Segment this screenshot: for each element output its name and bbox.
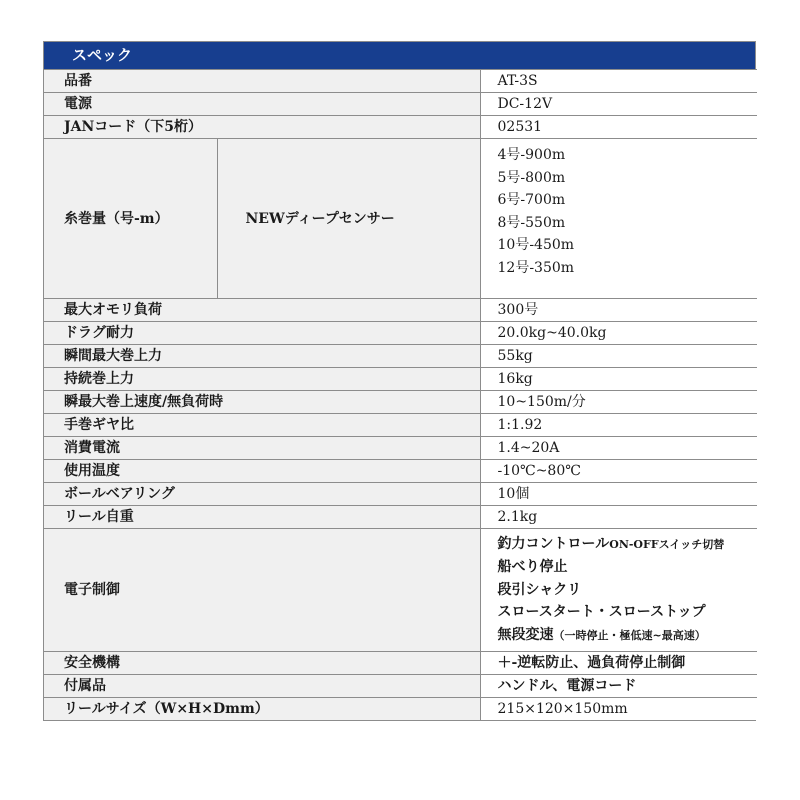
spec-row-max-weight [44,299,757,322]
spec-row-accessories [44,675,757,698]
row-label: 電源 [44,93,480,116]
spec-row-model [44,70,757,93]
row-value: DC-12V [480,93,757,116]
row-value: 02531 [480,116,757,139]
row-label: 持続巻上力 [44,368,480,391]
spec-row-drag [44,322,757,345]
row-label: 安全機構 [44,652,480,675]
row-value: AT-3S [480,70,757,93]
control-item: 無段変速（一時停止・極低速~最高速） [497,626,706,643]
row-value: ＋-逆転防止、過負荷停止制御 [480,652,757,675]
row-label: 使用温度 [44,460,480,483]
capacity-item: 5号-800m [497,169,566,186]
spec-table-container [43,41,756,721]
row-label: 品番 [44,70,480,93]
capacity-item: 10号-450m [497,237,575,253]
row-label: 瞬最大巻上速度/無負荷時 [44,391,480,414]
spec-row-weight [44,506,757,529]
row-label: JANコード（下5桁） [44,116,480,139]
row-label: 電子制御 [44,529,480,652]
spec-table [44,69,757,720]
row-value: ハンドル、電源コード [480,675,757,698]
control-item: 釣力コントロールON-OFFスイッチ切替 [497,535,725,552]
control-item: スロースタート・スローストップ [497,604,706,621]
row-value: 1.4~20A [480,437,757,460]
row-value: 2.1kg [480,506,757,529]
capacity-item: 12号-350m [497,259,575,276]
row-value: 16kg [480,368,757,391]
row-label: 消費電流 [44,437,480,460]
row-label: 付属品 [44,675,480,698]
spec-row-bearings [44,483,757,506]
row-sublabel: NEWディープセンサー [217,139,480,299]
row-label: リールサイズ（W×H×Dmm） [44,698,480,721]
row-value-list [480,139,757,299]
spec-row-jan [44,116,757,139]
spec-header [44,42,755,69]
row-label: ボールベアリング [44,483,480,506]
row-value: 300号 [480,299,757,322]
row-value: 10~150m/分 [480,391,757,414]
capacity-item: 6号-700m [497,192,566,208]
spec-row-gear-ratio [44,414,757,437]
row-label: ドラグ耐力 [44,322,480,345]
control-item: 船べり停止 [497,559,568,576]
spec-row-sustained-pull [44,368,757,391]
spec-row-power [44,93,757,116]
row-value: -10℃~80℃ [480,460,757,483]
spec-row-size [44,698,757,721]
capacity-item: 4号-900m [497,147,566,163]
spec-row-electronic-control [44,529,757,652]
spec-row-peak-pull [44,345,757,368]
row-value: 215×120×150mm [480,698,757,721]
capacity-item: 8号-550m [497,214,566,231]
row-label: 瞬間最大巻上力 [44,345,480,368]
row-value: 10個 [480,483,757,506]
row-label: 手巻ギヤ比 [44,414,480,437]
spec-row-speed [44,391,757,414]
row-label: 最大オモリ負荷 [44,299,480,322]
row-label: 糸巻量（号-m） [44,139,217,299]
spec-row-temperature [44,460,757,483]
row-value: 1:1.92 [480,414,757,437]
spec-row-line-capacity [44,139,757,299]
spec-row-safety [44,652,757,675]
row-label: リール自重 [44,506,480,529]
row-value: 20.0kg~40.0kg [480,322,757,345]
control-item: 段引シャクリ [497,581,582,598]
row-value-list [480,529,757,652]
spec-row-current [44,437,757,460]
spec-title: スペック [72,46,133,64]
row-value: 55kg [480,345,757,368]
